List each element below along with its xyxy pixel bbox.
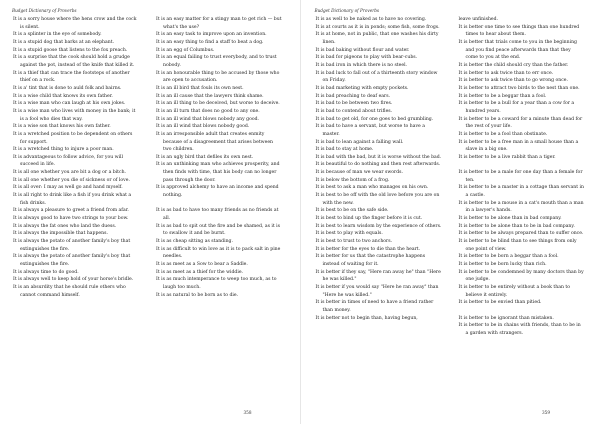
text-column-left-1 — [13, 16, 139, 299]
proverb-entry: It is as natural to be born as to die. — [156, 292, 239, 298]
proverb-entry: It is better to be entirely without a book than to believe it entirely. — [458, 284, 570, 298]
proverb-entry: It is always a pleasure to greet a friend from afar. — [13, 208, 129, 214]
proverb-entry: It is bad to have a servant, but worse to have a master. — [315, 124, 425, 137]
proverb-entry: It is always well to keep hold of your horse's bridle. — [13, 277, 134, 283]
proverb-entry: It is better to be ignorant than mistaken. — [458, 315, 554, 321]
proverb-entry: It is an ill cause that the lawyers think shame. — [156, 93, 264, 99]
proverb-entry: It is an ill thing to be deceived, but worse to deceive. — [156, 101, 280, 107]
proverb-entry: It is better to be a master in a cottage than servant in a castle. — [458, 185, 584, 199]
proverb-entry: It is bad luck to fall out of a thirteenth story window on Friday. — [315, 70, 438, 84]
proverb-entry: It is bad for pigeons to play with bear-cubs. — [315, 55, 418, 61]
proverb-entry: It is always the potato of another family's boy that extinguishes the fire. — [13, 239, 131, 252]
proverb-entry: It is best to trust to two anchors. — [315, 239, 393, 245]
proverb-entry: It is as difficult to win love as it is to pack salt in pine needles. — [156, 246, 281, 260]
proverb-entry: It is best to be on the safe side. — [315, 208, 389, 214]
proverb-entry: It is all one whether you are bit a dog or a bitch. — [13, 170, 127, 176]
proverb-entry: It is a' tint that is done to auld folk and bairns. — [13, 85, 122, 91]
proverb-entry: It is a wise man who can laugh at his own jokes. — [13, 101, 126, 107]
proverb-entry: It is an ill wind that blows nobody any good. — [156, 116, 260, 122]
proverb-entry: It is better to be a live rabbit than a tiger. — [458, 154, 556, 160]
proverb-entry: It is bad preaching to deaf ears. — [315, 93, 391, 99]
proverb-entry: It is better to be a fool than obstinate. — [458, 131, 548, 137]
proverb-entry: It is better one time to see things than one hundred times to hear about them. — [458, 24, 580, 38]
running-header: Budget Dictionary of Proverbs — [314, 8, 380, 13]
proverb-entry: It is a wretched thing to injure a poor man. — [13, 147, 114, 153]
proverb-entry: It is as cheap sitting as standing. — [156, 239, 233, 245]
proverb-entry: It is better to be in chains with friends, than to be in a garden with strangers. — [458, 323, 581, 336]
proverb-entry: It is a wretched position to be dependent on others for support. — [13, 131, 133, 145]
proverb-entry: It is an ill bird that fouls its own nest. — [156, 85, 244, 91]
text-column-right-1 — [316, 16, 442, 322]
proverb-entry: It is better to be blind than to see things from only one point of view. — [458, 239, 577, 252]
proverb-entry: It is always the potato of another family's boy that extinguishes the fire. — [13, 254, 131, 267]
proverb-entry — [459, 161, 585, 169]
proverb-entry: It is better to be born lucky than rich. — [458, 262, 547, 267]
proverb-entry: It is all one whether you die of sickness or of love. — [13, 177, 130, 183]
proverb-entry: It is a splinter in the eye of somebody. — [13, 32, 102, 38]
proverb-entry: It is bad to be between two fires. — [315, 101, 393, 107]
proverb-entry: It is always the impossible that happens. — [13, 231, 108, 237]
proverb-entry: It is best to be off with the old love before you are on with the new. — [315, 193, 440, 206]
proverb-entry: It is as meet as a thief for the widdie. — [156, 269, 244, 275]
proverb-entry: It is better not to begin than, having begun, — [315, 315, 418, 321]
proverb-entry: It is at home, not in public, that one washes his dirty linen. — [315, 32, 439, 45]
proverb-entry: It is an absurdity that he should rule others who cannot command himself. — [13, 284, 126, 298]
proverb-entry: It is best to learn wisdom by the experience of others. — [315, 223, 442, 229]
proverb-entry: It is an equal failing to trust everybody, and to trust nobody. — [156, 55, 277, 68]
proverb-entry: It is better to be alone than to be in bad company. — [458, 223, 575, 229]
proverb-entry: It is best to ask a man who manages on his own. — [315, 185, 429, 191]
proverb-entry: It is better to be a beggar than a fool. — [458, 93, 547, 99]
proverb-entry: It is better to be condemned by many doctors than by one judge. — [458, 269, 584, 283]
proverb-entry: It is bad iron in which there is no steel. — [315, 62, 408, 68]
proverb-entry: It is at courts as it is in ponds; some fish, some frogs. — [315, 24, 440, 30]
proverb-entry: It is an egg of Columbus. — [156, 47, 215, 53]
proverb-entry: It is bad to contend about trifles. — [315, 108, 393, 114]
proverb-entry: It is always good to have two strings to your bow. — [13, 216, 129, 222]
proverb-entry: It is a sorry house where the hens crow and the cock is silent. — [13, 17, 137, 30]
page-number: 358 — [243, 410, 252, 415]
proverb-entry: It is all over: I may as well go and hand myself. — [13, 185, 123, 191]
proverb-entry: It is always time to do good. — [13, 269, 79, 275]
proverb-entry: It is as meet as a Sow to bear a Saddle. — [156, 262, 248, 267]
proverb-entry: It is bad to get old, for one goes to bed grumbling. — [315, 116, 434, 122]
proverb-entry: It is better in times of need to have a friend rather than money. — [315, 300, 434, 313]
proverb-entry: It is an irresponsible adult that creates enmity because of a disagreement that arises between two children. — [156, 131, 273, 153]
proverb-entry: It is an easy thing to find a staff to beat a dog. — [156, 39, 264, 45]
proverb-entry: It is an honourable thing to be accused by those who are open to accusation. — [156, 70, 280, 84]
proverb-entry: It is best to play with equals. — [315, 231, 383, 237]
proverb-entry: It is better for the eyes to die than the heart. — [315, 246, 421, 252]
proverb-entry: It is approved alchemy to have an income and spend nothing. — [156, 185, 279, 199]
running-header: Budget Dictionary of Proverbs — [12, 8, 77, 13]
proverb-entry: It is as well to be naked as to have no covering. — [315, 17, 427, 22]
proverb-entry: It is bad baking without flour and water. — [315, 47, 410, 53]
proverb-entry: It is bad to lean against a falling wall. — [315, 139, 404, 145]
proverb-entry: It is a stupid dog that barks at an elephant. — [13, 39, 115, 45]
proverb-entry: It is better to be always prepared than to suffer once. — [458, 231, 584, 237]
proverb-entry: It is better to be a bull for a year than a cow for a hundred years. — [458, 101, 575, 114]
proverb-entry: It is better to ask twice than to err once. — [458, 70, 554, 76]
proverb-entry: It is better for us that the catastrophe happens instead of waiting for it. — [315, 254, 426, 267]
proverb-entry: It is bad marketing with empty pockets. — [315, 85, 409, 91]
proverb-entry: It is an ugly bird that defiles its own nest. — [156, 154, 254, 160]
proverb-entry: It is better if you would say "Here he ran away" than "Here he was killed." — [315, 284, 439, 298]
proverb-entry: It is because of man we wear swords. — [315, 170, 403, 176]
proverb-entry: It is bad with the bad, but it is worse without the bad. — [315, 154, 442, 160]
proverb-entry: It is better that trials come to you in the beginning and you find peace afterwards than that they come to you at the end. — [458, 39, 577, 61]
right-page — [301, 0, 600, 424]
proverb-entry: It is below the bottom of a frog. — [315, 177, 390, 183]
proverb-entry: It is an unthinking man who achieves prosperity, and then finds with time, that his body can no longer pass through the door. — [156, 162, 280, 183]
proverb-entry: It is bad to stay at home. — [315, 147, 374, 153]
proverb-entry: It is a thief that can trace the footsteps of another thief on a rock. — [13, 70, 130, 84]
proverb-entry: It is better to be born a beggar than a fool. — [458, 254, 559, 260]
text-column-left-2 — [156, 16, 282, 299]
proverb-entry: It is an easy task to improve upon an invention. — [156, 32, 267, 38]
page-number: 359 — [542, 410, 550, 415]
proverb-entry: It is better to be a male for one day than a female for ten. — [458, 170, 583, 183]
proverb-entry: leave unfinished. — [458, 17, 499, 22]
proverb-entry: It is better the child should cry than the father. — [458, 62, 569, 68]
proverb-entry: It is always the fat ones who land the duess. — [13, 223, 117, 229]
proverb-entry: It is better to ask twice than to go wrong once. — [458, 78, 568, 84]
proverb-entry: It is an ill turn that does no good to any one. — [156, 108, 260, 114]
proverb-entry: It is as bad to have too many friends as no friends at all. — [156, 208, 279, 222]
proverb-entry: It is better to be alone than in bad company. — [458, 216, 562, 222]
proverb-entry: It is better to be a free man in a small house than a slave in a big one. — [458, 139, 579, 153]
proverb-entry: It is a wise son that knows his own father. — [13, 124, 111, 130]
proverb-entry: It is as bad to spit out the fire and be shamed, as it is to swallow it and be burnt. — [156, 223, 281, 237]
proverb-entry: It is beautiful to do nothing and then rest afterwards. — [315, 162, 441, 168]
proverb-entry: It is as much intemperance to weep too much, as to laugh too much. — [156, 277, 277, 290]
proverb-entry: It is an easy matter for a stingy man to get rich — but what's the use? — [156, 17, 282, 30]
proverb-entry: It is a wise man who lives with money in the bank; it is a fool who dies that way. — [13, 108, 136, 122]
proverb-entry — [459, 307, 585, 315]
proverb-entry: It is best to bind up the finger before it is cut. — [315, 216, 423, 222]
proverb-entry: It is all right to drink like a fish if you drink what a fish drinks. — [13, 193, 132, 206]
text-column-right-2 — [459, 16, 585, 338]
proverb-entry: It is better if they say, "Here ran away he" than "Here he was killed." — [315, 269, 441, 283]
proverb-entry: It is a stupid goose that listens to the fox preach. — [13, 47, 128, 53]
proverb-entry: It is better to be envied than pitied. — [458, 300, 542, 306]
proverb-entry: It is a surprise that the cook should hold a grudge against the pot, instead of the knife that killed it. — [13, 55, 135, 68]
proverb-entry — [156, 200, 282, 208]
proverb-entry: It is better to be a mouse in a cat's mouth than a man in a lawyer's hands. — [458, 200, 584, 214]
proverb-entry: It is better to attract two birds to the nest than one. — [458, 85, 580, 91]
proverb-entry: It is advantageous to follow advice, for you will succeed in life. — [13, 154, 123, 168]
proverb-entry: It is an ill wind that blows nobody good. — [156, 124, 250, 130]
proverb-entry: It is better to be a coward for a minute than dead for the rest of your life. — [458, 116, 583, 130]
proverb-entry: It is a wise child that knows its own father. — [13, 93, 113, 99]
